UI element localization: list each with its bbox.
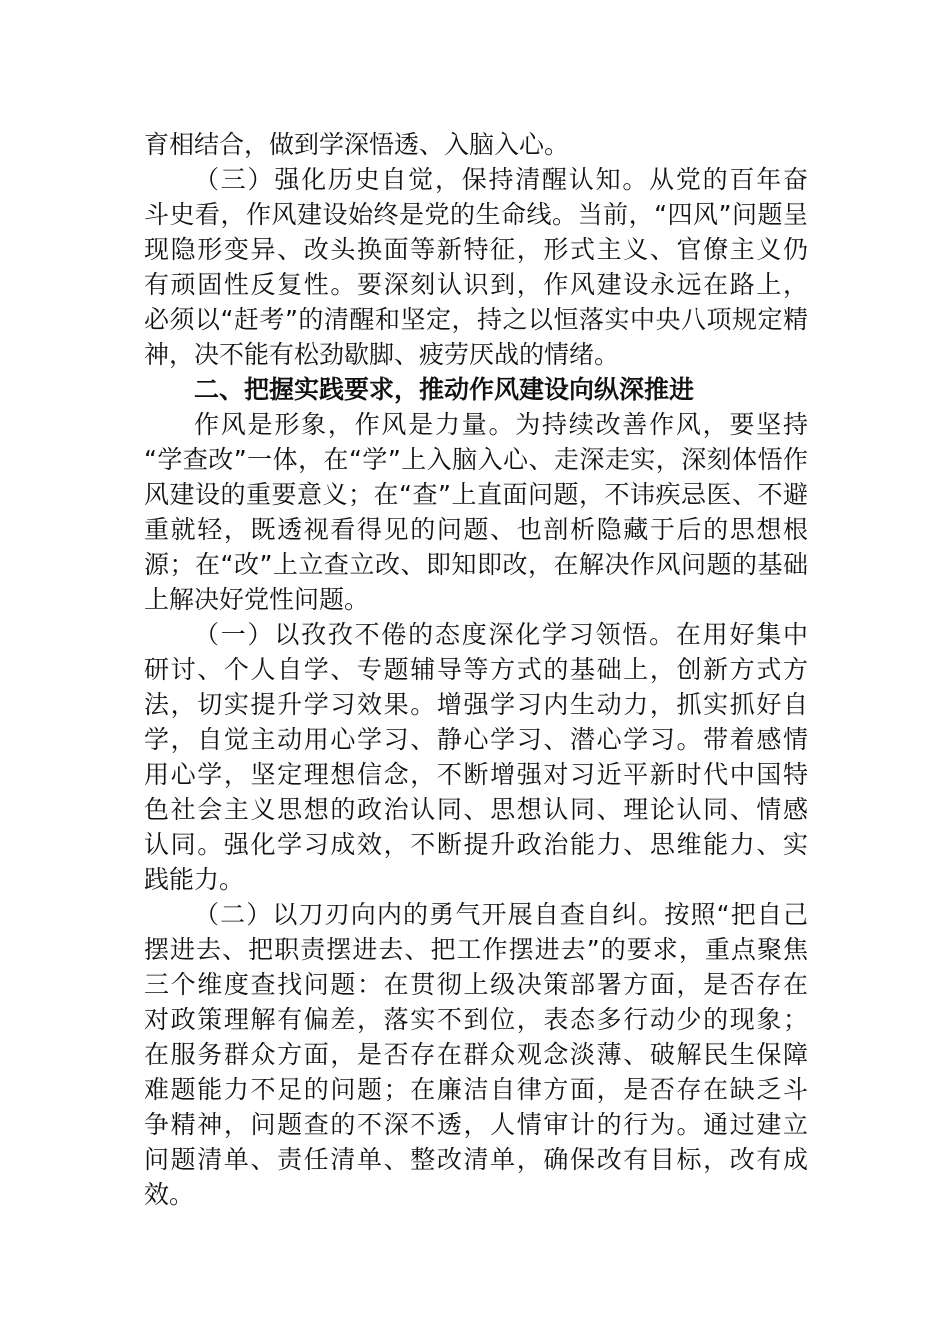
text-line-14: 上解决好党性问题。 (144, 585, 370, 614)
text-line-24: 摆进去、把职责摆进去、把工作摆进去”的要求，重点聚焦 (144, 935, 808, 964)
text-line-20: 色社会主义思想的政治认同、思想认同、理论认同、情感 (144, 795, 808, 824)
text-line-3: 斗史看，作风建设始终是党的生命线。当前，“四风”问题呈 (144, 200, 808, 229)
section-two-heading: 二、把握实践要求，推动作风建设向纵深推进 (194, 375, 695, 404)
subsection-one-heading-line: （一）以孜孜不倦的态度深化学习领悟。在用好集中 (194, 620, 808, 649)
text-line-27: 在服务群众方面，是否存在群众观念淡薄、破解民生保障 (144, 1040, 808, 1069)
subsection-three-heading-line: （三）强化历史自觉，保持清醒认知。从党的百年奋 (194, 165, 808, 194)
text-line-30: 问题清单、责任清单、整改清单，确保改有目标，改有成 (144, 1145, 808, 1174)
text-line-21: 认同。强化学习成效，不断提升政治能力、思维能力、实 (144, 830, 808, 859)
text-line-1: 育相结合，做到学深悟透、入脑入心。 (144, 130, 570, 159)
text-line-22: 践能力。 (144, 865, 245, 894)
text-line-29: 争精神，问题查的不深不透，人情审计的行为。通过建立 (144, 1110, 808, 1139)
text-line-17: 法，切实提升学习效果。增强学习内生动力，抓实抓好自 (144, 690, 808, 719)
text-line-31: 效。 (144, 1180, 195, 1209)
text-line-11: 风建设的重要意义；在“查”上直面问题，不讳疾忌医、不避 (144, 480, 808, 509)
text-line-13: 源；在“改”上立查立改、即知即改，在解决作风问题的基础 (144, 550, 808, 579)
text-line-4: 现隐形变异、改头换面等新特征，形式主义、官僚主义仍 (144, 235, 808, 264)
text-line-6: 必须以“赶考”的清醒和坚定，持之以恒落实中央八项规定精 (144, 305, 808, 334)
subsection-two-heading-line: （二）以刀刃向内的勇气开展自查自纠。按照“把自己 (194, 900, 808, 929)
text-line-18: 学，自觉主动用心学习、静心学习、潜心学习。带着感情 (144, 725, 808, 754)
text-line-28: 难题能力不足的问题；在廉洁自律方面，是否存在缺乏斗 (144, 1075, 808, 1104)
text-line-16: 研讨、个人自学、专题辅导等方式的基础上，创新方式方 (144, 655, 808, 684)
text-line-25: 三个维度查找问题：在贯彻上级决策部署方面，是否存在 (144, 970, 808, 999)
text-line-5: 有顽固性反复性。要深刻认识到，作风建设永远在路上， (144, 270, 808, 299)
text-line-10: “学查改”一体，在“学”上入脑入心、走深走实，深刻体悟作 (144, 445, 808, 474)
text-line-7: 神，决不能有松劲歇脚、疲劳厌战的情绪。 (144, 340, 620, 369)
text-line-9: 作风是形象，作风是力量。为持续改善作风，要坚持 (194, 410, 808, 439)
text-line-19: 用心学，坚定理想信念，不断增强对习近平新时代中国特 (144, 760, 808, 789)
text-line-26: 对政策理解有偏差，落实不到位，表态多行动少的现象； (144, 1005, 808, 1034)
text-line-12: 重就轻，既透视看得见的问题、也剖析隐藏于后的思想根 (144, 515, 808, 544)
document-body (144, 127, 808, 1212)
